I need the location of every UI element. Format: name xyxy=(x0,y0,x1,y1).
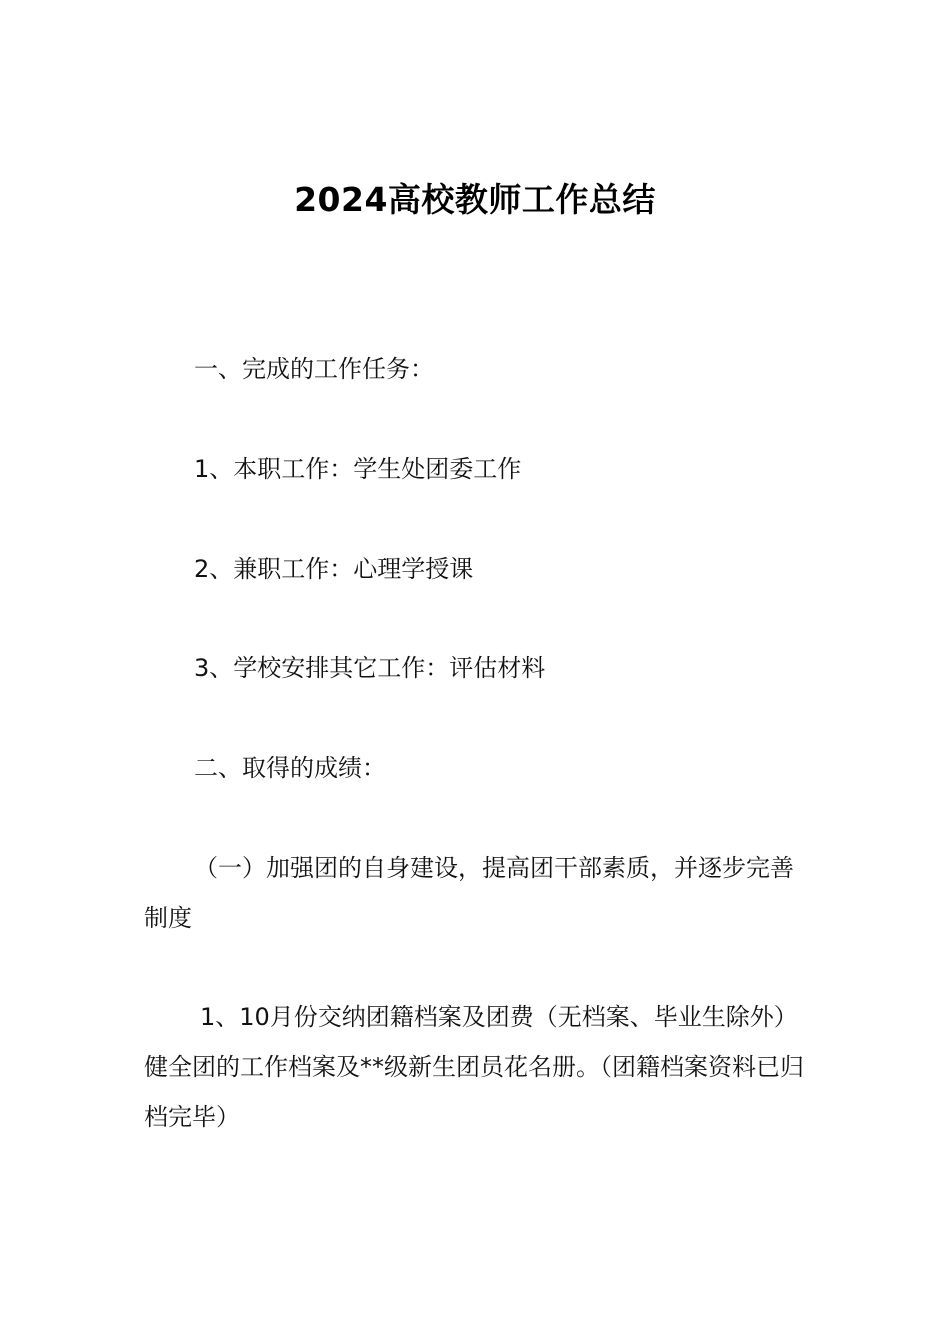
document-title: 2024高校教师工作总结 xyxy=(294,180,656,220)
section-heading-tasks: 一、完成的工作任务： xyxy=(194,355,434,383)
task-item-3: 3、学校安排其它工作：评估材料 xyxy=(194,654,546,682)
subsection-heading-1: （一）加强团的自身建设，提高团干部素质，并逐步完善制度 xyxy=(144,854,794,932)
task-item-1: 1、本职工作：学生处团委工作 xyxy=(194,455,522,483)
section-heading-achievements: 二、取得的成绩： xyxy=(194,754,386,782)
achievement-item-1: 1、10月份交纳团籍档案及团费（无档案、毕业生除外）健全团的工作档案及**级新生团员花名册。（团籍档案资料已归档完毕） xyxy=(144,1003,804,1131)
task-item-2: 2、兼职工作：心理学授课 xyxy=(194,555,474,583)
